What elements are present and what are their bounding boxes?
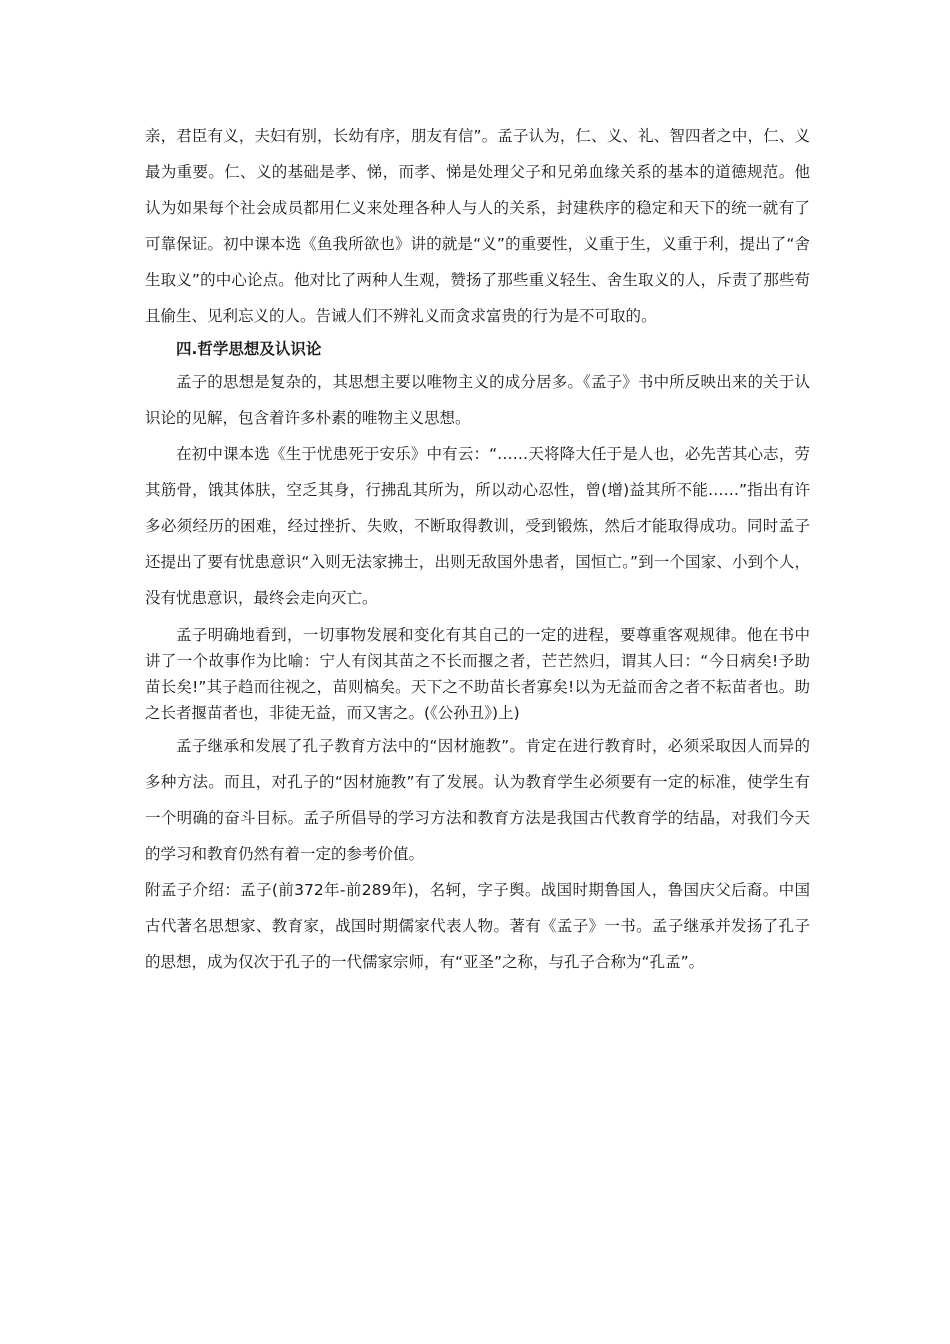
section-heading-philosophy: 四.哲学思想及认识论 [176,340,322,358]
paragraph-mencius-ethics: 亲，君臣有义，夫妇有别，长幼有序，朋友有信”。孟子认为，仁、义、礼、智四者之中，仁、义最为重要。仁、义的基础是孝、悌，而孝、悌是处理父子和兄弟血缘关系的基本的道德规范。他认为如果每个社会成员都用仁义来处理各种人与人的关系，封建秩序的稳定和天下的统一就有了可靠保证。初中课本选《鱼我所欲也》讲的就是“义”的重要性，义重于生，义重于利，提出了“舍生取义”的中心论点。他对比了两种人生观，赞扬了那些重义轻生、舍生取义的人，斥责了那些苟且偷生、见利忘义的人。告诫人们不辨礼义而贪求富贵的行为是不可取的。 [145,127,810,325]
paragraph-education: 孟子继承和发展了孔子教育方法中的“因材施教”。肯定在进行教育时，必须采取因人而异的多种方法。而且，对孔子的“因材施教”有了发展。认为教育学生必须要有一定的标准，使学生有一个明确的奋斗目标。孟子所倡导的学习方法和教育方法是我国古代教育学的结晶，对我们今天的学习和教育仍然有着一定的参考价值。 [145,737,810,863]
paragraph-mencius-intro: 附孟子介绍：孟子(前372年-前289年)，名轲，字子舆。战国时期鲁国人，鲁国庆父后裔。中国古代著名思想家、教育家，战国时期儒家代表人物。著有《孟子》一书。孟子继承并发扬了孔子的思想，成为仅次于孔子的一代儒家宗师，有“亚圣”之称，与孔子合称为“孔孟”。 [145,881,810,971]
paragraph-materialism: 孟子的思想是复杂的，其思想主要以唯物主义的成分居多。《孟子》书中所反映出来的关于认识论的见解，包含着许多朴素的唯物主义思想。 [145,373,810,427]
document-page [145,118,810,980]
paragraph-hardship-quote: 在初中课本选《生于忧患死于安乐》中有云：“……天将降大任于是人也，必先苦其心志，劳其筋骨，饿其体肤，空乏其身，行拂乱其所为，所以动心忍性，曾(增)益其所不能……”指出有许多必须经历的困难，经过挫折、失败，不断取得教训，受到锻炼，然后才能取得成功。同时孟子还提出了要有忧患意识“入则无法家拂士，出则无敌国外患者，国恒亡。”到一个国家、小到个人，没有忧患意识，最终会走向灭亡。 [145,445,810,607]
paragraph-seedling-story: 孟子明确地看到，一切事物发展和变化有其自己的一定的进程，要尊重客观规律。他在书中讲了一个故事作为比喻：宁人有闵其苗之不长而揠之者，芒芒然归，谓其人曰：“今日病矣!予助苗长矣!”其子趋而往视之，苗则槁矣。天下之不助苗长者寡矣!以为无益而舍之者不耘苗者也。助之长者揠苗者也，非徒无益，而又害之。(《公孙丑》)上) [145,626,810,722]
